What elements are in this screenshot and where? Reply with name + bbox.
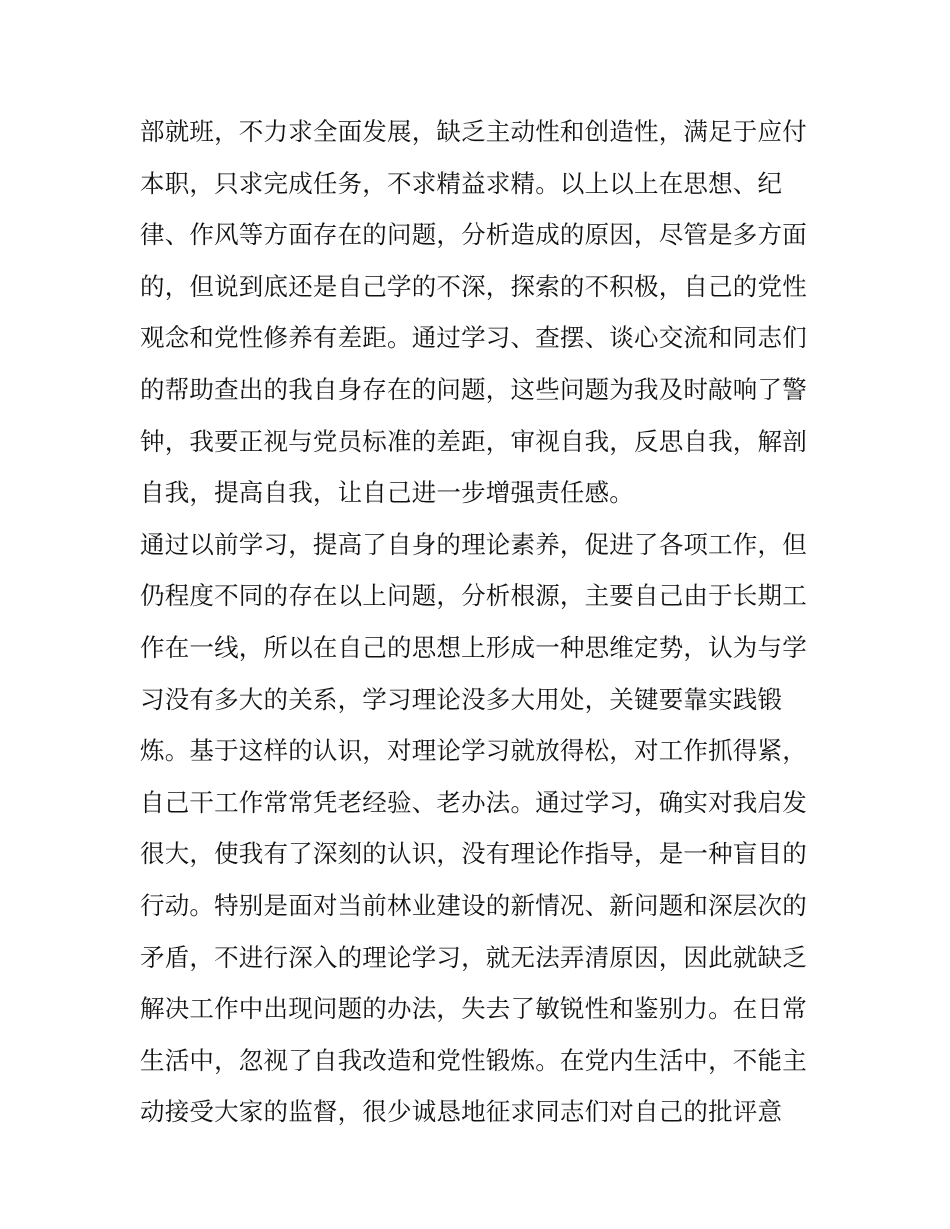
text-line: 行动。特别是面对当前林业建设的新情况、新问题和深层次的 (140, 890, 807, 920)
text-line: 的帮助查出的我自身存在的问题，这些问题为我及时敲响了警 (140, 374, 807, 404)
text-line: 律、作风等方面存在的问题，分析造成的原因，尽管是多方面 (140, 220, 807, 250)
text-line: 部就班，不力求全面发展，缺乏主动性和创造性，满足于应付 (140, 117, 807, 146)
text-line: 观念和党性修养有差距。通过学习、查摆、谈心交流和同志们 (140, 323, 807, 353)
text-line: 自己干工作常常凭老经验、老办法。通过学习，确实对我启发 (140, 787, 807, 817)
text-line: 解决工作中出现问题的办法，失去了敏锐性和鉴别力。在日常 (140, 994, 807, 1024)
text-line: 本职，只求完成任务，不求精益求精。以上以上在思想、纪 (140, 168, 783, 198)
text-line: 习没有多大的关系，学习理论没多大用处，关键要靠实践锻 (140, 684, 783, 714)
text-line: 作在一线，所以在自己的思想上形成一种思维定势，认为与学 (140, 632, 807, 662)
document-body (140, 106, 820, 1138)
text-line: 的，但说到底还是自己学的不深，探索的不积极，自己的党性 (140, 271, 807, 301)
paragraph-2 (140, 519, 820, 1138)
text-line: 很大，使我有了深刻的认识，没有理论作指导，是一种盲目的 (140, 839, 807, 869)
text-line: 动接受大家的监督，很少诚恳地征求同志们对自己的批评意 (140, 1097, 783, 1127)
text-line: 通过以前学习，提高了自身的理论素养，促进了各项工作，但 (140, 529, 807, 559)
text-line: 钟，我要正视与党员标准的差距，审视自我，反思自我，解剖 (140, 426, 807, 456)
paragraph-1 (140, 106, 820, 519)
text-line: 矛盾，不进行深入的理论学习，就无法弄清原因，因此就缺乏 (140, 942, 807, 972)
text-line: 自我，提高自我，让自己进一步增强责任感。 (140, 478, 634, 508)
text-line: 生活中，忽视了自我改造和党性锻炼。在党内生活中，不能主 (140, 1045, 807, 1075)
text-line: 炼。基于这样的认识，对理论学习就放得松，对工作抓得紧， (140, 736, 807, 766)
text-line: 仍程度不同的存在以上问题，分析根源，主要自己由于长期工 (140, 581, 807, 611)
